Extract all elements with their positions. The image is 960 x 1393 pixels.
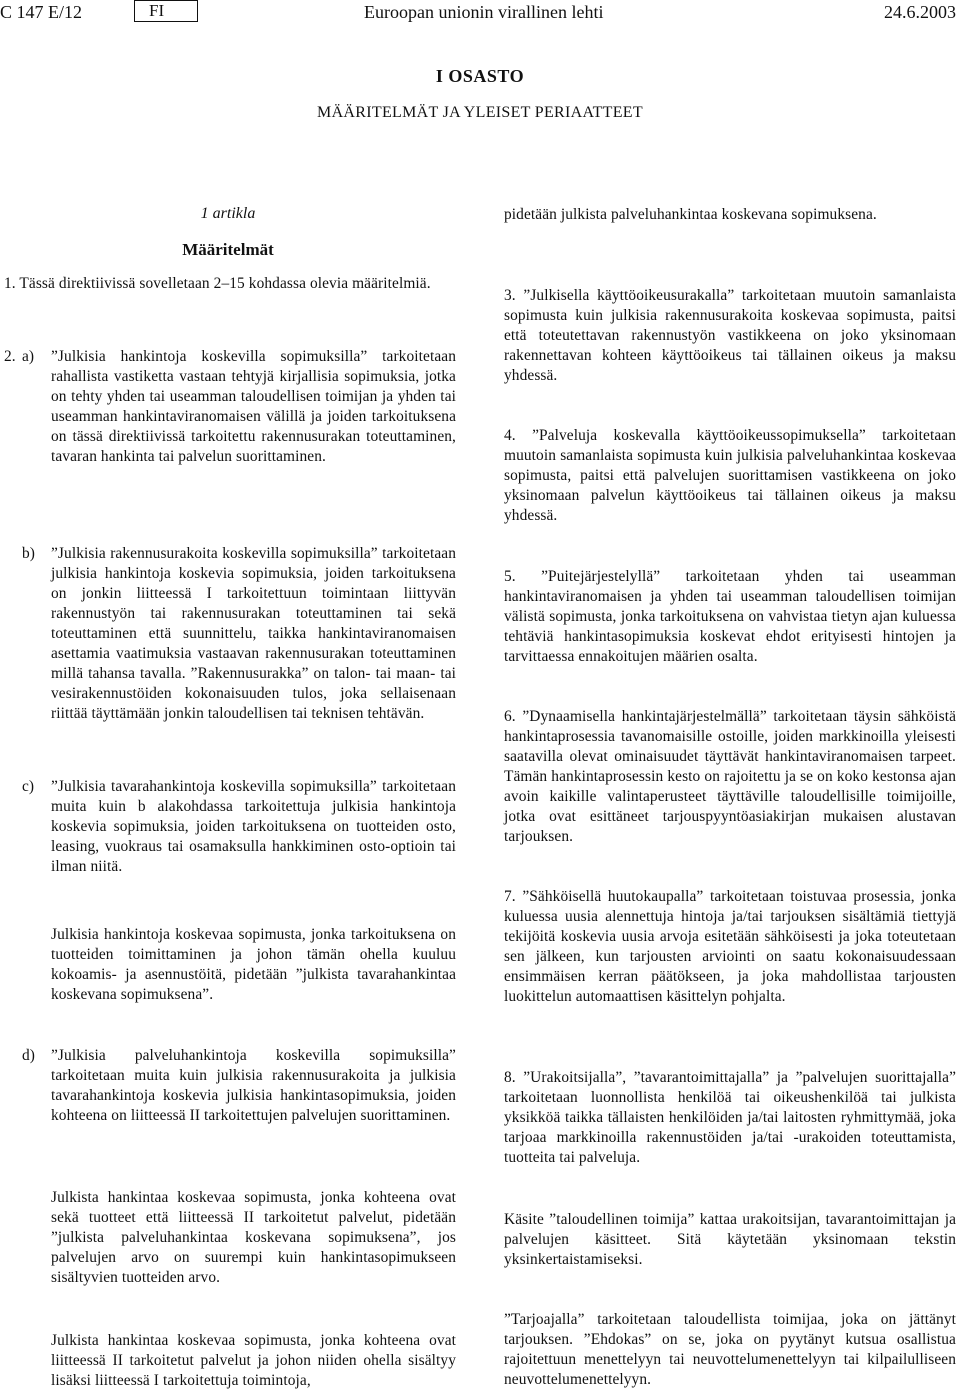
item-c-label: c) (22, 778, 35, 795)
paragraph-7: 7. ”Sähköisellä huutokaupalla” tarkoitetaan toistuvaa prosessia, jonka kuluessa uusia alennettuja hintoja ja/tai tarjouksen sisältämiä tiettyjä tekijöitä koskevia uusia arvoja esitetään sähköisesti ja joka toteutetaan sen jälkeen, kun tarjousten arviointi on saatu kokonaisuudessaan ensimmäisen kerran päätökseen, ja joka mahdollistaa tarjousten luokittelun automaattisen käsittelyn pohjalta. (504, 888, 956, 1005)
paragraph-5: 5. ”Puitejärjestelyllä” tarkoitetaan yhden tai useamman hankintaviranomaisen ja yhden tai useamman taloudellisen toimijan välistä sopimusta, jonka tarkoituksena on vahvistaa tietyn ajan kuluessa tehtäviä hankintasopimuksia koskevat ehdot erityisesti hintojen ja tarvittaessa ennakoitujen määrien osalta. (504, 568, 956, 665)
item-b-label: b) (22, 545, 36, 562)
paragraph-2a (4, 347, 456, 467)
item-a-text: ”Julkisia hankintoja koskevilla sopimuksilla” tarkoitetaan rahallista vastiketta vastaan tehtyjä kirjallisia sopimuksia, jotka on tehty yhden tai useamman taloudellisen toimijan ja yhden tai useamman hankintaviranomaisen välillä ja joiden tarkoituksena on tässä direktiivissä tarkoitettu rakennusurakan toteuttaminen, tavaran hankinta tai palvelun suorittaminen. (51, 348, 456, 465)
article-title: Määritelmät (182, 240, 274, 259)
paragraph-1: 1. Tässä direktiivissä sovelletaan 2–15 kohdassa olevia määritelmiä. (4, 275, 431, 292)
paragraph-2b (4, 544, 456, 724)
paragraph-2d-extra-2: Julkista hankintaa koskevaa sopimusta, jonka kohteena ovat liitteessä II tarkoitetut palvelut ja johon niiden ohella sisältyy lisäksi liitteessä I tarkoitettuja toimintoja, (51, 1332, 456, 1389)
article-number: 1 artikla (200, 205, 256, 222)
page-identifier: C 147 E/12 (0, 2, 83, 22)
language-badge: FI (134, 0, 198, 22)
paragraph-8: 8. ”Urakoitsijalla”, ”tavarantoimittajalla” ja ”palvelujen suorittajalla” tarkoitetaan luonnollista henkilöä tai oikeushenkilöä tai julkista yksikköä taikka tällaisten henkilöiden ja/tai laitosten ryhmittymää, joka tarjoaa markkinoilla rakennustöiden ja/tai -urakoiden toteuttamista, tuotteita tai palveluja. (504, 1069, 956, 1166)
paragraph-6: 6. ”Dynaamisella hankintajärjestelmällä” tarkoitetaan täysin sähköistä hankintaprosessia tavanomaisille ostoille, joiden markkinoilla yleisesti saatavilla olevat ominaisuudet täyttävät hankintaviranomaisen tarpeet. Tämän hankintaprosessin kesto on rajoitettu ja se on koko kestonsa ajan avoin kaikille valintaperusteet täyttäville taloudellisille toimijoille, jotka ovat esittäneet tarjouspyyntöasiakirjan mukaisen alustavan tarjouksen. (504, 708, 956, 845)
item-a-label: a) (22, 348, 35, 365)
paragraph-8b: Käsite ”taloudellinen toimija” kattaa urakoitsijan, tavarantoimittajan ja palvelujen käsitteet. Sitä käytetään yksinomaan tekstin yksinkertaistamiseksi. (504, 1211, 956, 1268)
paragraph-2d (4, 1046, 456, 1126)
paragraph-2c-extra: Julkisia hankintoja koskevaa sopimusta, jonka tarkoituksena on tuotteiden toimittaminen ja johon tämän ohella kuuluu kokoamis- ja asennustöitä, pidetään ”julkista tavarahankintaa koskevana sopimuksena”. (51, 926, 456, 1003)
paragraph-2-number: 2. (4, 348, 16, 365)
item-b-text: ”Julkisia rakennusurakoita koskevilla sopimuksilla” tarkoitetaan julkisia hankintoja koskevia sopimuksia, joiden tarkoituksena on jonkin liitteessä I tarkoitettuun toimintaan liittyvän rakennustyön tai rakennusurakan toteuttaminen tai sekä toteuttaminen että suunnittelu, taikka hankintaviranomaisen asettamia vaatimuksia vastaavan rakennusurakan toteuttaminen millä tahansa tavalla. ”Rakennusurakka” on talon- tai maan- tai vesirakennustöiden kokonaisuuden tulos, joka sellaisenaan riittää täyttämään jonkin taloudellisen tai teknisen tehtävän. (51, 545, 456, 722)
item-c-text: ”Julkisia tavarahankintoja koskevilla sopimuksilla” tarkoitetaan muita kuin b alakohdassa tarkoitettuja julkisia hankintoja koskevia sopimuksia, joiden tarkoituksena on tuotteiden osto, leasing, vuokraus tai osamaksulla hankkiminen osto-optioin tai ilman niitä. (51, 778, 456, 875)
section-title: I OSASTO (435, 66, 525, 86)
paragraph-8c: ”Tarjoajalla” tarkoitetaan taloudellista toimijaa, joka on jättänyt tarjouksen. ”Ehdokas” on se, joka on pyytänyt kutsua osallistua rajoitettuun menettelyyn tai neuvottelumenettelyyn tai kilpailulliseen neuvottelumenettelyyn. (504, 1311, 956, 1388)
paragraph-2c (4, 777, 456, 877)
page-header (0, 0, 960, 30)
item-d-label: d) (22, 1047, 36, 1064)
item-d-text: ”Julkisia palveluhankintoja koskevilla sopimuksilla” tarkoitetaan muita kuin julkisia rakennusurakoita ja julkisia tavarahankintoja koskevia julkisia hankintasopimuksia, joiden kohteena on liitteessä II tarkoitettujen palvelujen suorittaminen. (51, 1047, 456, 1124)
section-subtitle: MÄÄRITELMÄT JA YLEISET PERIAATTEET (317, 104, 643, 121)
paragraph-2d-continuation: pidetään julkista palveluhankintaa koskevana sopimuksena. (504, 206, 877, 223)
publication-date: 24.6.2003 (884, 2, 956, 22)
journal-title: Euroopan unionin virallinen lehti (364, 2, 604, 22)
paragraph-3: 3. ”Julkisella käyttöoikeusurakalla” tarkoitetaan muutoin samanlaista sopimusta kuin julkisia rakennusurakoita koskevaa sopimusta, paitsi että toteutettavan rakennustyön vastikkeena on joko yksinomaan rakennettavan kohteen käyttöoikeus tai tällainen oikeus ja maksu yhdessä. (504, 287, 956, 384)
paragraph-2d-extra-1: Julkista hankintaa koskevaa sopimusta, jonka kohteena ovat sekä tuotteet että liitteessä II tarkoitetut palvelut, pidetään ”julkista palveluhankintaa koskevana sopimuksena”, jos palvelujen arvo on suurempi kuin hankintasopimukseen sisältyvien tuotteiden arvo. (51, 1189, 456, 1286)
paragraph-4: 4. ”Palveluja koskevalla käyttöoikeussopimuksella” tarkoitetaan muutoin samanlaista sopimusta kuin julkisia palveluhankintaa koskevaa sopimusta, paitsi että palvelujen suorittamisen vastikkeena on joko yksinomaan palvelun käyttöoikeus tai tällainen oikeus ja maksu yhdessä. (504, 427, 956, 524)
